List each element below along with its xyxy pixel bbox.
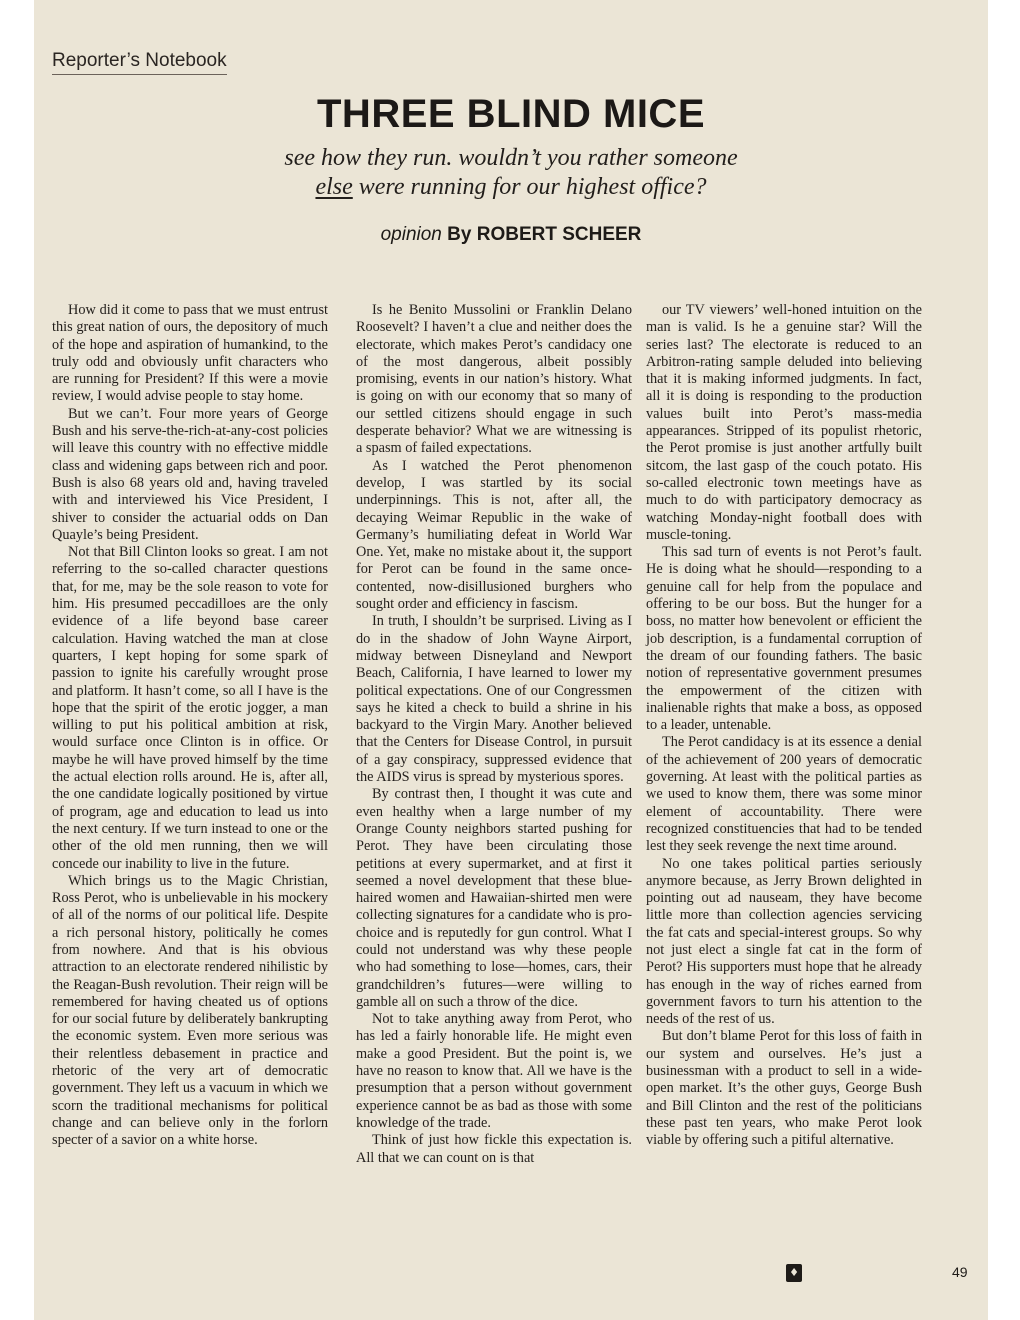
magazine-page <box>34 0 988 1320</box>
paragraph: Which brings us to the Magic Christian, Ross Perot, who is unbelievable in his mockery of all of the norms of our political life. Despite a rich personal history, politically he comes from nowhere. And that is his obvious attraction to an electorate rendered nihilistic by the Reagan-Bush revolution. Their reign will be remembered for having cheated us of options for our social future by deliberately bankrupting the economic system. Even more serious was their relentless debasement in practice and rhetoric of the very art of democratic government. They left us a vacuum in which we scorn the traditional mechanisms for political change and can believe only in the forlorn specter of a savior on a white horse. <box>52 872 328 1149</box>
paragraph: our TV viewers’ well-honed intuition on the man is valid. Is he a genuine star? Will the series last? The electorate is reduced to an Arbitron-rating sample deluded into believing that it is making informed judgments. In fact, all it is doing is responding to the production values built into Perot’s mass-media appearances. Stripped of its populist rhetoric, the Perot promise is just another artfully built sitcom, the last gasp of the couch potato. His so-called electronic town meetings have as much to do with participatory democracy as watching Monday-night football does with muscle-toning. <box>646 302 922 543</box>
paragraph: Not to take anything away from Perot, who has led a fairly honorable life. He might even make a good President. But the point is, we have no reason to know that. All we have is the presumption that a person without government experience cannot be as bad as those with some knowledge of the trade. <box>356 1011 632 1131</box>
deck-line-2 <box>34 173 988 202</box>
article-column-3 <box>646 302 922 1150</box>
section-label: Reporter’s Notebook <box>52 50 227 75</box>
paragraph: But we can’t. Four more years of George Bush and his serve-the-rich-at-any-cost policies will leave this country with no effective middle class and widening gaps between rich and poor. Bush is also 68 years old and, having traveled with and interviewed his Vice President, I shiver to consider the actuarial odds on Dan Quayle’s being President. <box>52 405 328 543</box>
paragraph: In truth, I shouldn’t be surprised. Living as I do in the shadow of John Wayne Airport, midway between Disneyland and Newport Beach, California, I have learned to lower my political expectations. One of our Congressmen says he kited a check to build a shrine in his backyard to the Virgin Mary. Another believed that the Centers for Disease Control, in pursuit of a gay conspiracy, suppressed evidence that the AIDS virus is spread by mysterious spores. <box>356 613 632 786</box>
paragraph: No one takes political parties seriously anymore because, as Jerry Brown delighted in pointing out ad nauseam, they have become little more than collection agencies servicing the fat cats and special-interest groups. So why not just elect a single fat cat in the form of Perot? His supporters must hope that he already has enough in the way of riches earned from government favors to turn his attention to the needs of the rest of us. <box>646 855 922 1028</box>
byline <box>34 224 988 246</box>
deck <box>34 144 988 202</box>
paragraph: This sad turn of events is not Perot’s fault. He is doing what he should—responding to a genuine call for help from the populace and offering to be our boss. But the hunger for a boss, no matter how benevolent or efficient the job description, is a fundamental corruption of the dream of our founding fathers. The basic notion of representative government presumes the empowerment of the citizen with inalienable rights that make a boss, as opposed to a leader, untenable. <box>646 544 922 734</box>
headline: THREE BLIND MICE <box>317 92 705 136</box>
paragraph: How did it come to pass that we must entrust this great nation of ours, the depository of much of the hope and aspiration of humankind, to the truly odd and obviously unfit characters who are running for President? If this were a movie review, I would advise people to stay home. <box>52 302 328 405</box>
paragraph: Think of just how fickle this expectation is. All that we can count on is that <box>356 1132 632 1166</box>
rabbit-head-end-mark-icon: ♦ <box>786 1264 802 1282</box>
paragraph: Is he Benito Mussolini or Franklin Delano Roosevelt? I haven’t a clue and neither does the electorate, which makes Perot’s candidacy one of the most dangerous, albeit possibly promising, events in our nation’s history. What is going on with our economy that so many of our settled citizens should engage in such desperate behavior? What we are witnessing is a spasm of failed expectations. <box>356 302 632 457</box>
article-column-1 <box>52 302 328 1150</box>
deck-line-1: see how they run. wouldn’t you rather someone <box>284 145 738 171</box>
byline-author: By ROBERT SCHEER <box>447 224 642 245</box>
page-number: 49 <box>952 1264 968 1280</box>
article-column-2 <box>356 302 632 1167</box>
paragraph: But don’t blame Perot for this loss of faith in our system and ourselves. He’s just a businessman with a product to sell in a wide-open market. It’s the other guys, George Bush and Bill Clinton and the rest of the politicians these past ten years, who make Perot look viable by offering such a pitiful alternative. <box>646 1028 922 1149</box>
deck-underlined-word: else <box>315 174 353 200</box>
paragraph: By contrast then, I thought it was cute and even healthy when a large number of my Orange County neighbors started pushing for Perot. They have been circulating those petitions at every supermarket, and at first it seemed a novel development that these blue-haired women and Hawaiian-shirted men were collecting signatures for a candidate who is pro-choice and is reputedly for gun control. What I could not understand was why these people who had something to lose—homes, cars, their grandchildren’s futures—were willing to gamble all on such a throw of the dice. <box>356 786 632 1010</box>
byline-kicker: opinion <box>380 224 442 245</box>
paragraph: Not that Bill Clinton looks so great. I am not referring to the so-called character questions that, for me, may be the sole reason to vote for him. His presumed peccadilloes are the only evidence of a life beyond base career calculation. Having watched the man at close quarters, I kept hoping for some spark of passion to ignite his carefully wrought prose and platform. It hasn’t come, so all I have is the hope that the spirit of the erotic jogger, a man willing to put his political ambition at risk, would surface once Clinton is in office. Or maybe he will have proved himself by the time the actual election rolls around. He is, after all, the one candidate logically positioned by virtue of program, age and education to lead us into the next century. If we turn instead to one or the other of the old men running, then we will concede our inability to live in the future. <box>52 544 328 872</box>
paragraph: As I watched the Perot phenomenon develop, I was startled by its social underpinnings. This is not, after all, the decaying Weimar Republic in the wake of Germany’s humiliating defeat in World War One. Yet, make no mistake about it, the support for Perot can be found in the same once-contented, now-disillusioned burghers who sought order and efficiency in fascism. <box>356 457 632 613</box>
deck-line-2-rest: were running for our highest office? <box>352 174 707 200</box>
paragraph: The Perot candidacy is at its essence a denial of the achievement of 200 years of democratic governing. At least with the political parties as we used to know them, there was some minor element of accountability. There were recognized constituencies that had to be tended lest they seek revenge the next time around. <box>646 734 922 855</box>
